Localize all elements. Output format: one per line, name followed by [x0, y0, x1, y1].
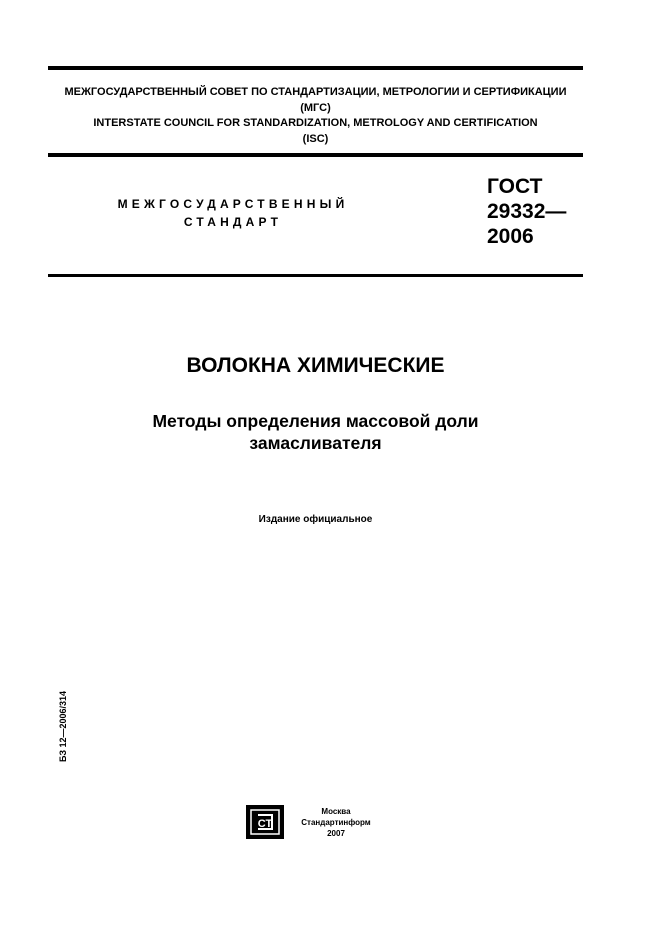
council-abbr-en: (ISC) — [302, 132, 329, 145]
council-name-ru: МЕЖГОСУДАРСТВЕННЫЙ СОВЕТ ПО СТАНДАРТИЗАЦИИ, МЕТРОЛОГИИ И СЕРТИФИКАЦИИ — [64, 86, 567, 98]
council-header — [48, 85, 583, 147]
council-name-en: INTERSTATE COUNCIL FOR STANDARDIZATION, METROLOGY AND CERTIFICATION — [93, 117, 538, 129]
council-abbr-ru: (МГС) — [300, 101, 331, 114]
gost-number: 29332— — [487, 200, 567, 223]
designation-rule — [48, 274, 583, 277]
side-code: БЗ 12—2006/314 — [58, 690, 68, 762]
gost-year: 2006 — [487, 225, 534, 248]
standard-label-line1: МЕЖГОСУДАРСТВЕННЫЙ — [117, 197, 349, 211]
publisher-name: Стандартинформ — [301, 818, 371, 827]
subtitle-line1: Методы определения массовой доли — [152, 411, 479, 431]
standartinform-logo-icon — [246, 805, 284, 839]
logo-text: СТ — [257, 818, 273, 830]
publisher-info — [296, 806, 376, 839]
edition-note: Издание официальное — [258, 514, 373, 525]
top-rule — [48, 66, 583, 70]
standard-label-line2: СТАНДАРТ — [183, 215, 283, 229]
document-subtitle — [48, 410, 583, 454]
header-rule — [48, 153, 583, 157]
publisher-year: 2007 — [327, 829, 345, 838]
standard-label — [48, 195, 418, 231]
gost-label: ГОСТ — [487, 175, 543, 198]
gost-designation — [487, 174, 566, 249]
publisher-city: Москва — [321, 807, 351, 816]
document-title: ВОЛОКНА ХИМИЧЕСКИЕ — [186, 354, 445, 377]
subtitle-line2: замасливателя — [249, 433, 382, 453]
